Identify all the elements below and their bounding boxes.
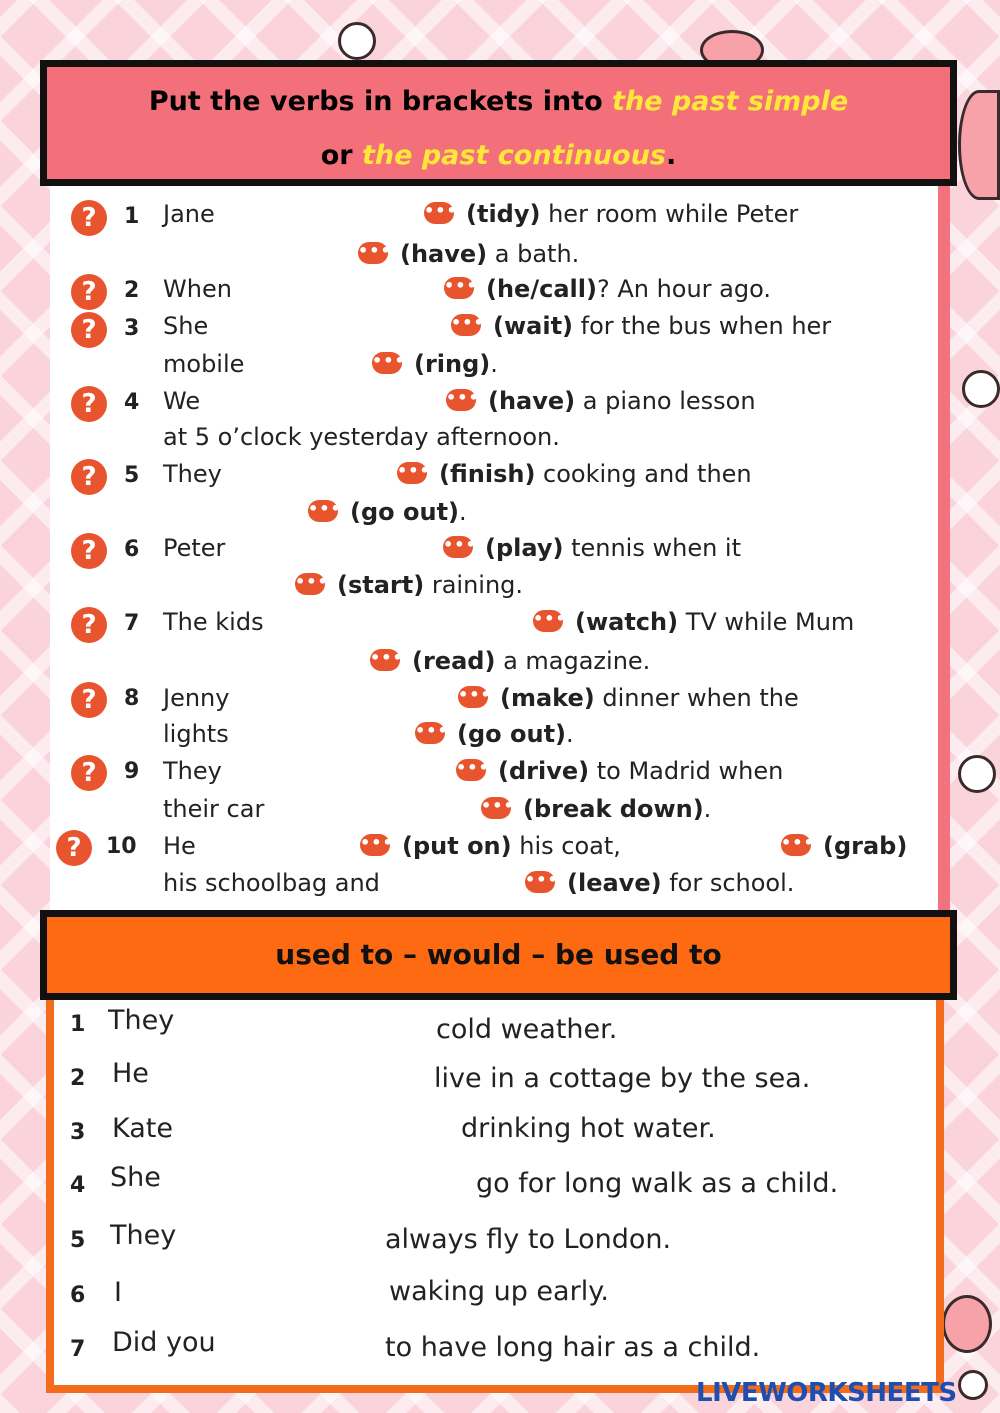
- item-text: ••• (go out).: [415, 720, 574, 748]
- answer-dots-icon[interactable]: •••: [525, 871, 555, 893]
- exercise1-title: [40, 60, 957, 186]
- item-subject: They: [110, 1220, 177, 1251]
- title-text: or: [320, 140, 362, 171]
- item-text: cold weather.: [436, 1014, 618, 1045]
- flower-decoration-icon: [962, 370, 1000, 408]
- answer-dots-icon[interactable]: •••: [360, 834, 390, 856]
- item-number: 5: [70, 1228, 86, 1253]
- item-number: 10: [106, 834, 137, 859]
- item-number: 6: [124, 537, 140, 562]
- item-text: ••• (finish) cooking and then: [397, 460, 752, 488]
- flower-decoration-icon: [338, 22, 376, 60]
- item-text: ••• (ring).: [372, 350, 498, 378]
- item-text: ••• (watch) TV while Mum: [533, 608, 855, 636]
- answer-dots-icon[interactable]: •••: [424, 202, 454, 224]
- item-text: his schoolbag and: [163, 869, 380, 897]
- flower-decoration-icon: [958, 755, 996, 793]
- answer-dots-icon[interactable]: •••: [308, 500, 338, 522]
- item-number: 4: [124, 390, 140, 415]
- answer-dots-icon[interactable]: •••: [533, 610, 563, 632]
- item-text: ••• (leave) for school.: [525, 869, 795, 897]
- item-text: ••• (grab): [781, 832, 908, 860]
- item-text: ••• (play) tennis when it: [443, 534, 742, 562]
- item-subject: They: [108, 1005, 175, 1036]
- item-text: waking up early.: [389, 1276, 609, 1307]
- item-text: We: [163, 387, 201, 415]
- answer-dots-icon[interactable]: •••: [781, 834, 811, 856]
- item-text: They: [163, 460, 222, 488]
- item-number: 1: [124, 204, 140, 229]
- exercise2-title: used to – would – be used to: [40, 910, 957, 1000]
- question-icon: ?: [71, 607, 107, 643]
- liveworksheets-logo: LIVEWORKSHEETS: [696, 1378, 957, 1408]
- answer-dots-icon[interactable]: •••: [415, 722, 445, 744]
- item-text: go for long walk as a child.: [476, 1168, 839, 1199]
- question-icon: ?: [71, 274, 107, 310]
- answer-dots-icon[interactable]: •••: [443, 536, 473, 558]
- item-text: live in a cottage by the sea.: [434, 1063, 811, 1094]
- item-subject: Did you: [112, 1327, 216, 1358]
- answer-dots-icon[interactable]: •••: [456, 759, 486, 781]
- item-text: ••• (he/call)? An hour ago.: [444, 275, 772, 303]
- answer-dots-icon[interactable]: •••: [444, 277, 474, 299]
- peach-decoration-icon: [958, 90, 1000, 200]
- question-icon: ?: [71, 312, 107, 348]
- item-number: 9: [124, 759, 140, 784]
- question-icon: ?: [71, 200, 107, 236]
- item-text: ••• (have) a piano lesson: [446, 387, 756, 415]
- answer-dots-icon[interactable]: •••: [446, 389, 476, 411]
- item-text: She: [163, 312, 209, 340]
- item-number: 1: [70, 1012, 86, 1037]
- item-text: mobile: [163, 350, 245, 378]
- answer-dots-icon[interactable]: •••: [451, 314, 481, 336]
- question-icon: ?: [71, 533, 107, 569]
- item-text: ••• (put on) his coat,: [360, 832, 621, 860]
- item-text: ••• (read) a magazine.: [370, 647, 651, 675]
- answer-dots-icon[interactable]: •••: [458, 686, 488, 708]
- item-text: The kids: [163, 608, 264, 636]
- peach-decoration-icon: [942, 1295, 992, 1353]
- answer-dots-icon[interactable]: •••: [295, 573, 325, 595]
- item-text: drinking hot water.: [461, 1113, 716, 1144]
- item-text: Jane: [163, 200, 215, 228]
- item-text: Peter: [163, 534, 226, 562]
- item-text: ••• (drive) to Madrid when: [456, 757, 784, 785]
- item-number: 7: [124, 611, 140, 636]
- item-text: ••• (make) dinner when the: [458, 684, 799, 712]
- item-text: their car: [163, 795, 265, 823]
- item-text: ••• (break down).: [481, 795, 712, 823]
- item-text: They: [163, 757, 222, 785]
- question-icon: ?: [71, 755, 107, 791]
- answer-dots-icon[interactable]: •••: [358, 242, 388, 264]
- item-subject: He: [112, 1058, 149, 1089]
- item-number: 2: [70, 1066, 86, 1091]
- item-number: 6: [70, 1283, 86, 1308]
- item-text: ••• (start) raining.: [295, 571, 524, 599]
- item-number: 3: [70, 1120, 86, 1145]
- answer-dots-icon[interactable]: •••: [370, 649, 400, 671]
- item-text: ••• (wait) for the bus when her: [451, 312, 832, 340]
- item-number: 4: [70, 1173, 86, 1198]
- item-subject: She: [110, 1162, 161, 1193]
- item-text: ••• (have) a bath.: [358, 240, 580, 268]
- question-icon: ?: [71, 386, 107, 422]
- answer-dots-icon[interactable]: •••: [372, 352, 402, 374]
- item-text: lights: [163, 720, 229, 748]
- item-text: He: [163, 832, 196, 860]
- item-subject: Kate: [112, 1113, 173, 1144]
- item-text: to have long hair as a child.: [385, 1332, 761, 1363]
- item-text: ••• (go out).: [308, 498, 467, 526]
- title-highlight: the past continuous: [362, 140, 666, 171]
- title-highlight: the past simple: [612, 86, 849, 117]
- answer-dots-icon[interactable]: •••: [481, 797, 511, 819]
- question-icon: ?: [56, 830, 92, 866]
- item-number: 5: [124, 463, 140, 488]
- item-text: at 5 o’clock yesterday afternoon.: [163, 423, 560, 451]
- item-number: 3: [124, 316, 140, 341]
- item-number: 2: [124, 278, 140, 303]
- item-text: When: [163, 275, 232, 303]
- question-icon: ?: [71, 682, 107, 718]
- item-number: 8: [124, 686, 140, 711]
- item-subject: I: [114, 1277, 122, 1308]
- answer-dots-icon[interactable]: •••: [397, 462, 427, 484]
- title-text: Put the verbs in brackets into: [148, 86, 613, 117]
- item-number: 7: [70, 1337, 86, 1362]
- item-text: Jenny: [163, 684, 230, 712]
- item-text: ••• (tidy) her room while Peter: [424, 200, 799, 228]
- title-text: .: [666, 140, 677, 171]
- item-text: always fly to London.: [385, 1224, 672, 1255]
- flower-decoration-icon: [958, 1370, 988, 1400]
- question-icon: ?: [71, 459, 107, 495]
